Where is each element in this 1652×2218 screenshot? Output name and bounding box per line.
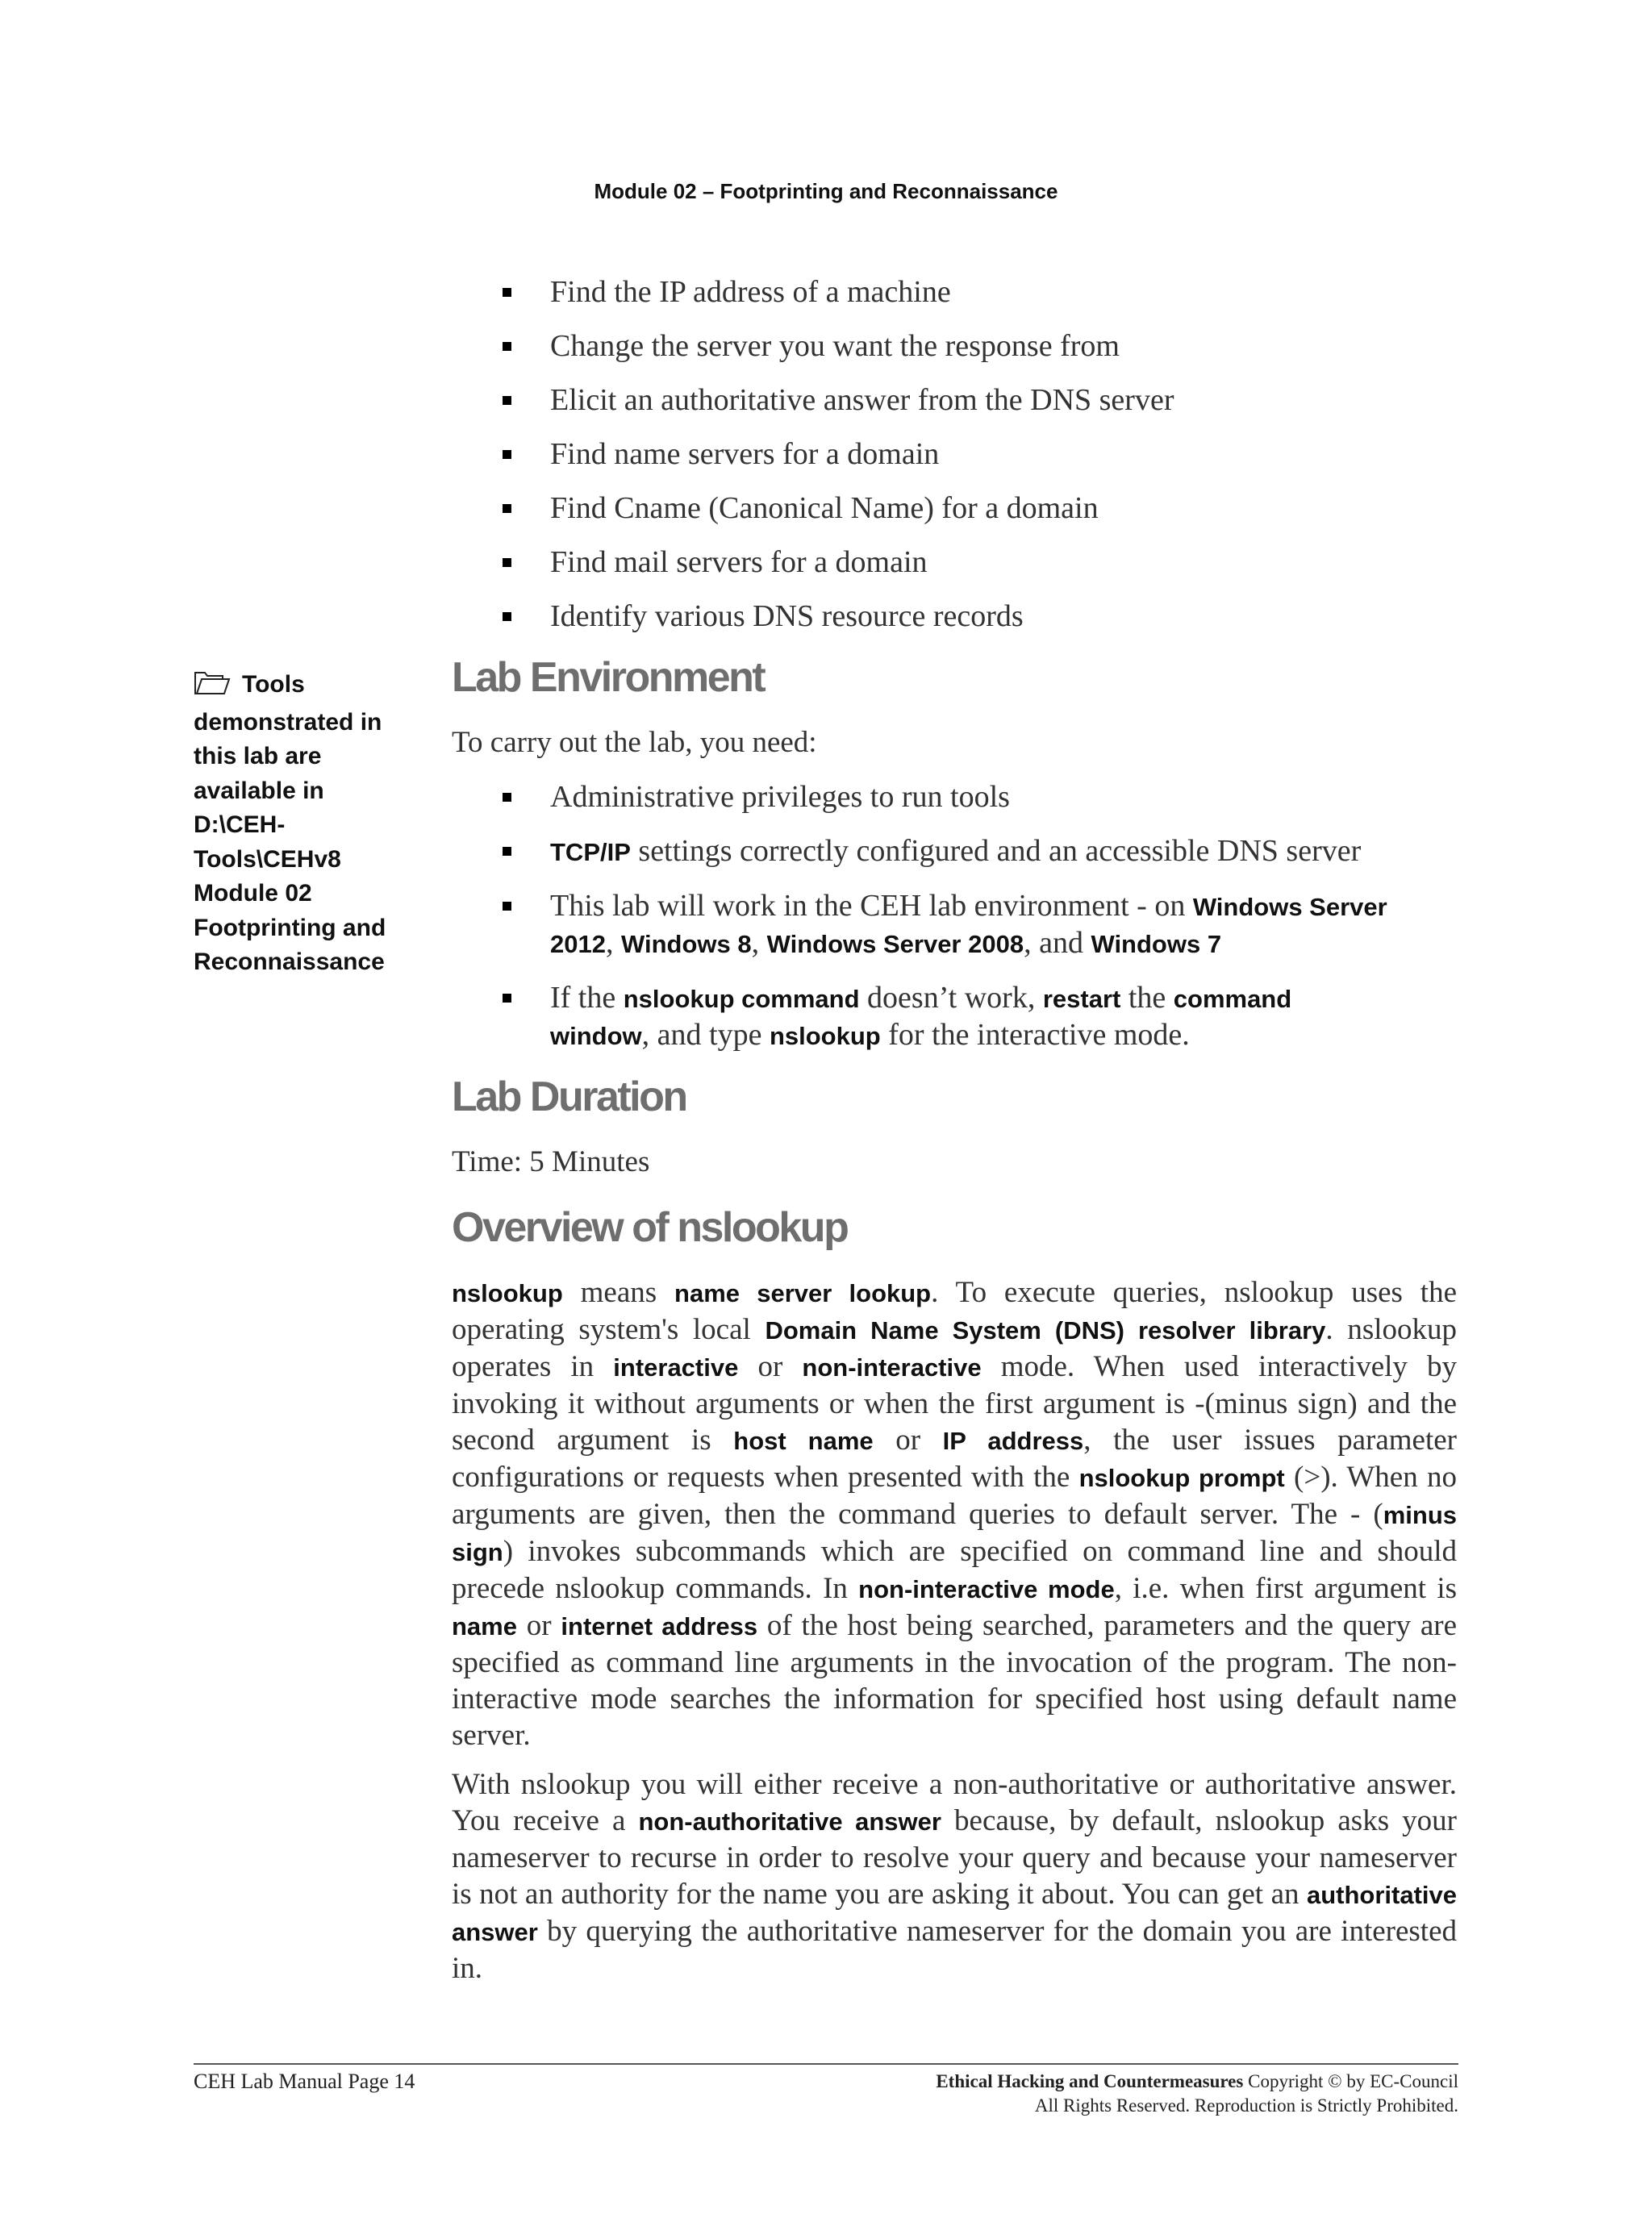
sidebar-line: Footprinting and (194, 914, 386, 941)
footer-copyright: Ethical Hacking and Countermeasures Copyright © by EC-Council All Rights Reserved. Reproduction is Strictly Prohibited. (936, 2071, 1458, 2116)
sidebar-line: Tools\CEHv8 (194, 845, 341, 873)
overview-paragraph-2: With nslookup you will either receive a non-authoritative or authoritative answer. You receive a non-authoritative answer because, by default, nslookup asks your nameserver to recurse in order to resolve your query and because your nameserver is not an authority for the name you are asking it about. You can get an authoritative answer by querying the authoritative nameserver for the domain you are interested in. (452, 1768, 1458, 1985)
lab-duration-time: Time: 5 Minutes (452, 1145, 650, 1178)
list-item: Change the server you want the response from (500, 328, 1174, 365)
list-item: Find mail servers for a domain (500, 544, 1174, 581)
sidebar-line: Reconnaissance (194, 948, 385, 975)
overview-paragraph-1: nslookup means name server lookup. To execute queries, nslookup uses the operating system's local Domain Name System (DNS) resolver library. nslookup operates in interactive or non-interactive mode. When used interactively by invoking it without arguments or when the first argument is -(minus sign) and the second argument is host name or IP address, the user issues parameter configurations or requests when presented with the nslookup prompt (>). When no arguments are given, then the command queries to default server. The - (minus sign) invokes subcommands which are specified on command line and should precede nslookup commands. In non-interactive mode, i.e. when first argument is name or internet address of the host being searched, parameters and the query are specified as command line arguments in the invocation of the program. The non-interactive mode searches the information for specified host using default name server. (452, 1276, 1458, 1752)
sidebar-line: D:\CEH- (194, 811, 286, 838)
list-item: Identify various DNS resource records (500, 598, 1174, 635)
lab-environment-intro: To carry out the lab, you need: (452, 726, 817, 759)
list-item: Find name servers for a domain (500, 436, 1174, 473)
sidebar-line: Tools (242, 671, 305, 698)
footer-divider (194, 2063, 1458, 2065)
overview-heading: Overview of nslookup (452, 1204, 848, 1251)
requirements-list (500, 779, 1387, 1072)
tools-sidebar-note (194, 668, 419, 980)
sidebar-line: available in (194, 777, 324, 804)
page-header: Module 02 – Footprinting and Reconnaissance (594, 179, 1058, 203)
sidebar-line: this lab are (194, 743, 322, 769)
footer-page-label: CEH Lab Manual Page 14 (194, 2070, 415, 2093)
list-item: This lab will work in the CEH lab environment - on Windows Server 2012, Windows 8, Windows Server 2008, and Windows 7 (500, 888, 1387, 962)
sidebar-line: demonstrated in (194, 708, 382, 736)
sidebar-line: Module 02 (194, 880, 312, 907)
folder-icon (194, 671, 231, 706)
list-item: Find the IP address of a machine (500, 274, 1174, 311)
lab-environment-heading: Lab Environment (452, 654, 765, 701)
objectives-list (500, 274, 1174, 652)
list-item: Administrative privileges to run tools (500, 779, 1387, 815)
list-item: Find Cname (Canonical Name) for a domain (500, 490, 1174, 527)
list-item: Elicit an authoritative answer from the DNS server (500, 382, 1174, 419)
list-item: TCP/IP settings correctly configured and an accessible DNS server (500, 833, 1387, 870)
lab-duration-heading: Lab Duration (452, 1074, 686, 1120)
list-item: If the nslookup command doesn’t work, restart the command window, and type nslookup for the interactive mode. (500, 980, 1387, 1054)
